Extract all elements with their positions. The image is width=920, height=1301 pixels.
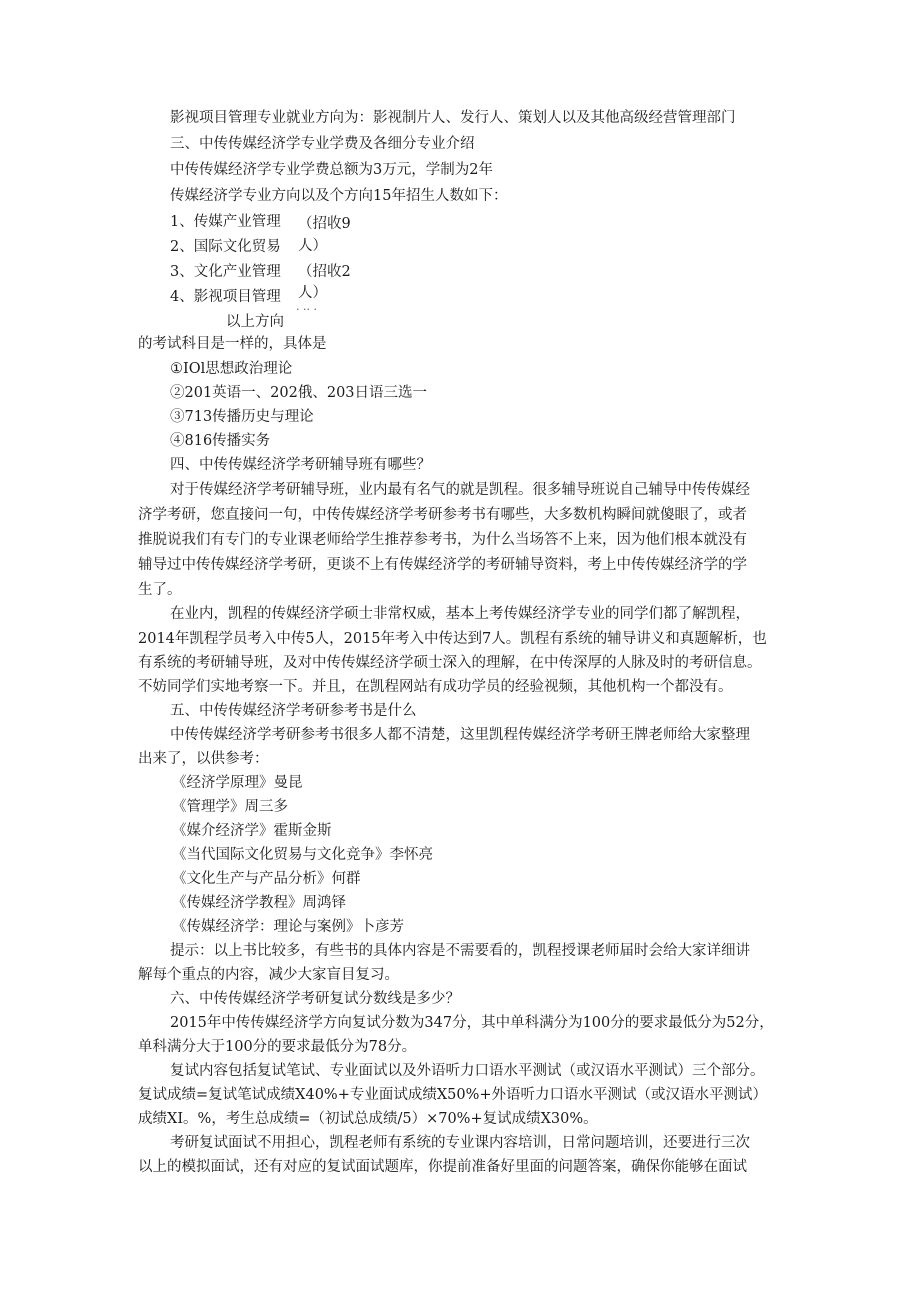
enrollment-note-4: 人） xyxy=(298,285,327,301)
score-line: 单科满分大于100分的要求最低分为78分。 xyxy=(138,1039,417,1055)
authority-paragraph-line: 有系统的考研辅导班，及对中传传媒经济学硕士深入的理解，在中传深厚的人脉及时的考研信息。 xyxy=(138,655,762,671)
retest-content-line: 成绩XI。%，考生总成绩=（初试总成绩/5）×70%+复试成绩X30%。 xyxy=(138,1111,598,1127)
reference-books-intro-line: 出来了，以供参考： xyxy=(138,751,269,767)
above-directions-line: 以上方向 xyxy=(226,314,284,330)
exam-subject-2: ②201英语一、202俄、203日语三选一 xyxy=(170,385,428,401)
tip-paragraph-line: 解每个重点的内容，减少大家盲目复习。 xyxy=(138,967,399,983)
clipped-text-fragment: · ·· · xyxy=(296,303,317,316)
tip-paragraph-line: 提示：以上书比较多，有些书的具体内容是不需要看的，凯程授课老师届时会给大家详细讲 xyxy=(170,943,750,959)
employment-direction-line: 影视项目管理专业就业方向为：影视制片人、发行人、策划人以及其他高级经营管理部门 xyxy=(170,110,736,126)
direction-item-4: 4、影视项目管理 xyxy=(170,289,281,305)
score-line: 2015年中传传媒经济学方向复试分数为347分，其中单科满分为100分的要求最低分为52分， xyxy=(170,1015,774,1031)
exam-subject-3: ③713传播历史与理论 xyxy=(170,409,314,425)
enrollment-note-1: （招收9 xyxy=(298,216,351,232)
tutoring-paragraph-line: 济学考研，您直接问一句，中传传媒经济学考研参考书有哪些，大多数机构瞬间就傻眼了，或者 xyxy=(138,507,747,523)
reference-books-intro-line: 中传传媒经济学考研参考书很多人都不清楚，这里凯程传媒经济学考研王牌老师给大家整理 xyxy=(170,727,750,743)
exam-subject-4: ④816传播实务 xyxy=(170,433,271,449)
tutoring-paragraph-line: 生了。 xyxy=(138,582,182,598)
interview-paragraph-line: 以上的模拟面试，还有对应的复试面试题库，你提前准备好里面的问题答案，确保你能够在面试 xyxy=(138,1159,747,1175)
book-item: 《文化生产与产品分析》何群 xyxy=(172,871,361,887)
exam-subject-1: ①IOl思想政治理论 xyxy=(170,361,293,377)
exam-subjects-intro: 的考试科目是一样的，具体是 xyxy=(138,336,327,352)
authority-paragraph-line: 在业内，凯程的传媒经济学硕士非常权威，基本上考传媒经济学专业的同学们都了解凯程， xyxy=(170,606,750,622)
tutoring-paragraph-line: 对于传媒经济学考研辅导班，业内最有名气的就是凯程。很多辅导班说自己辅导中传传媒经 xyxy=(170,482,750,498)
tutoring-paragraph-line: 推脱说我们有专门的专业课老师给学生推荐参考书，为什么当场答不上来，因为他们根本就没有 xyxy=(138,532,747,548)
book-item: 《管理学》周三多 xyxy=(172,799,288,815)
book-item: 《媒介经济学》霍斯金斯 xyxy=(172,823,332,839)
book-item: 《当代国际文化贸易与文化竞争》李怀亮 xyxy=(172,847,433,863)
section-3-heading: 三、中传传媒经济学专业学费及各细分专业介绍 xyxy=(170,136,475,152)
directions-intro-line: 传媒经济学专业方向以及个方向15年招生人数如下： xyxy=(170,188,508,204)
retest-content-line: 复试成绩=复试笔试成绩X40%+专业面试成绩X50%+外语听力口语水平测试（或汉语水平测试） xyxy=(138,1087,768,1103)
interview-paragraph-line: 考研复试面试不用担心，凯程老师有系统的专业课内容培训，日常问题培训，还要进行三次 xyxy=(170,1135,750,1151)
book-item: 《经济学原理》曼昆 xyxy=(172,775,303,791)
direction-item-1: 1、传媒产业管理 xyxy=(170,214,281,230)
direction-item-2: 2、国际文化贸易 xyxy=(170,239,281,255)
enrollment-note-2: 人） xyxy=(298,238,327,254)
book-item: 《传媒经济学：理论与案例》卜彦芳 xyxy=(172,919,404,935)
tuition-line: 中传传媒经济学专业学费总额为3万元，学制为2年 xyxy=(170,162,493,178)
book-item: 《传媒经济学教程》周鸿铎 xyxy=(172,895,346,911)
authority-paragraph-line: 不妨同学们实地考察一下。并且，在凯程网站有成功学员的经验视频，其他机构一个都没有。 xyxy=(138,679,733,695)
authority-paragraph-line: 2014年凯程学员考入中传5人，2015年考入中传达到7人。凯程有系统的辅导讲义和真题解析，也 xyxy=(138,631,767,647)
retest-content-line: 复试内容包括复试笔试、专业面试以及外语听力口语水平测试（或汉语水平测试）三个部分。 xyxy=(170,1063,765,1079)
section-6-heading: 六、中传传媒经济学考研复试分数线是多少？ xyxy=(170,991,460,1007)
direction-item-3: 3、文化产业管理 xyxy=(170,264,281,280)
tutoring-paragraph-line: 辅导过中传传媒经济学考研，更谈不上有传媒经济学的考研辅导资料，考上中传传媒经济学的学 xyxy=(138,557,747,573)
enrollment-note-3: （招收2 xyxy=(298,264,351,280)
section-4-heading: 四、中传传媒经济学考研辅导班有哪些？ xyxy=(170,457,431,473)
section-5-heading: 五、中传传媒经济学考研参考书是什么 xyxy=(170,703,417,719)
